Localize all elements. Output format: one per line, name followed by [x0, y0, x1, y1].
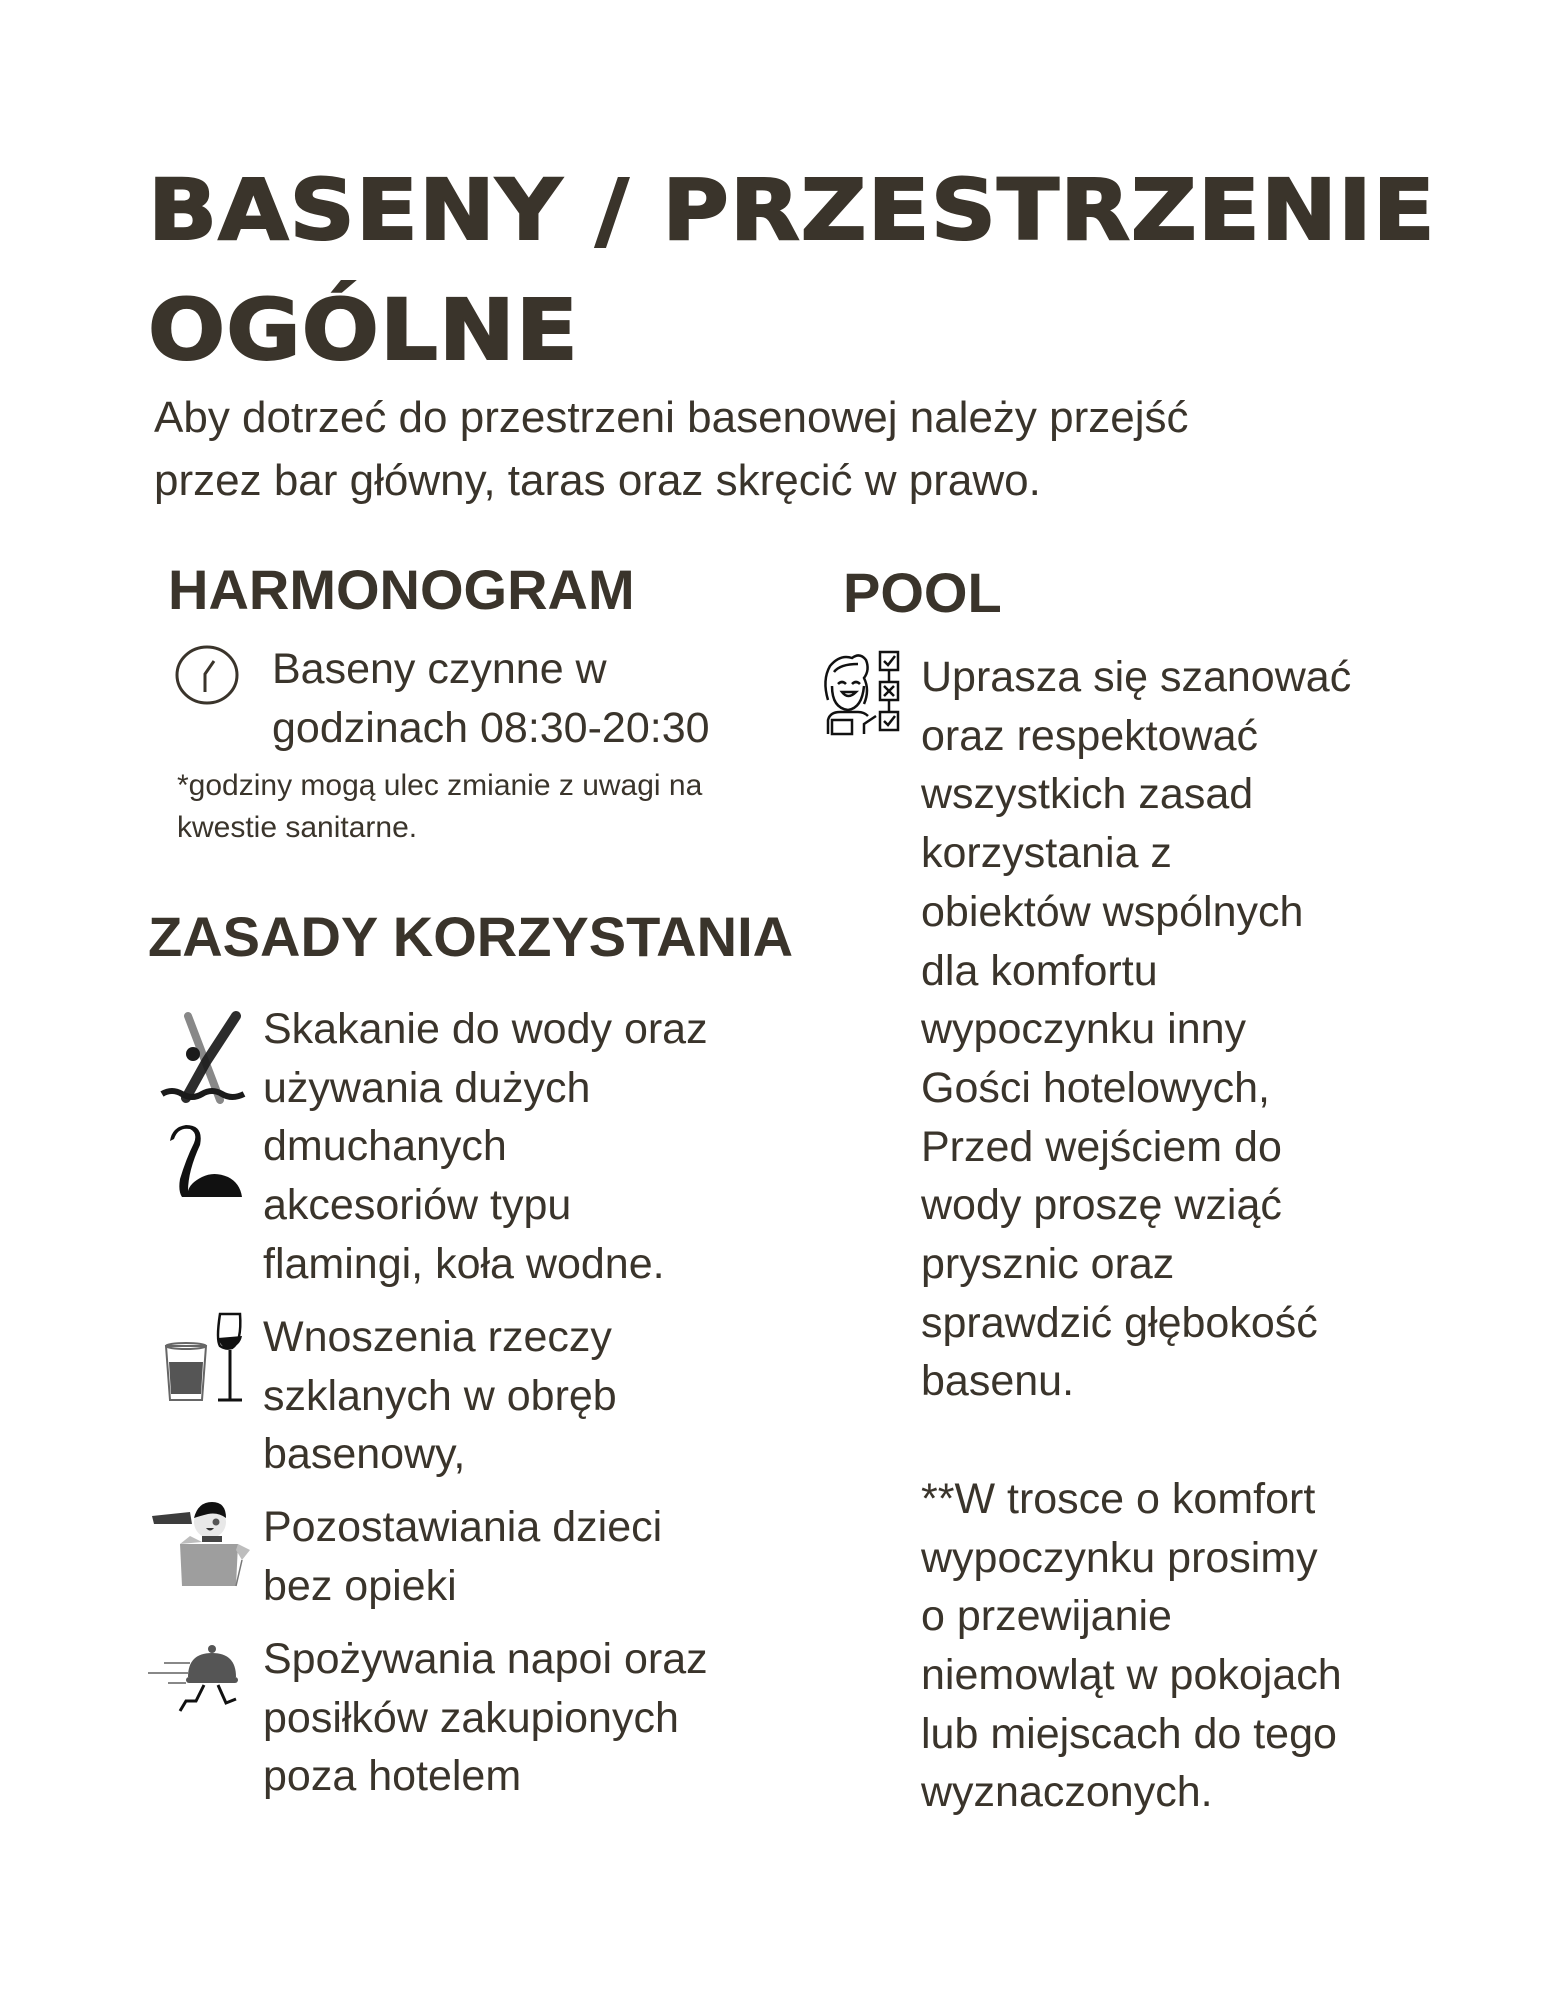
- rule-item: [263, 1630, 708, 1806]
- pool-text-line: lub miejscach do tego: [921, 1709, 1337, 1758]
- child-in-box-icon: [152, 1500, 252, 1588]
- rule-4-line-3: poza hotelem: [263, 1752, 522, 1801]
- pool-text-line: wypoczynku prosimy: [921, 1533, 1318, 1582]
- pool-text-line: **W trosce o komfort: [921, 1474, 1316, 1523]
- pool-text-line: oraz respektować: [921, 711, 1258, 760]
- pool-text-line: korzystania z: [921, 829, 1172, 878]
- rule-item: [263, 1000, 708, 1294]
- hours-footnote-line-1: *godziny mogą ulec zmianie z uwagi na: [177, 769, 703, 802]
- pool-text-line: niemowląt w pokojach: [921, 1650, 1342, 1699]
- rule-2-line-2: szklanych w obręb: [263, 1371, 617, 1420]
- checklist-person-icon: [818, 650, 904, 736]
- glassware-icon: [162, 1312, 244, 1404]
- pool-text-line: sprawdzić głębokość: [921, 1298, 1318, 1347]
- rule-item: [263, 1308, 617, 1484]
- pool-rules-paragraph: [921, 648, 1351, 1822]
- intro-line-2: przez bar główny, taras oraz skręcić w prawo.: [154, 456, 1041, 505]
- rule-4-line-2: posiłków zakupionych: [263, 1693, 679, 1742]
- rule-item: [263, 1498, 662, 1615]
- rule-1-line-4: akcesoriów typu: [263, 1181, 572, 1230]
- pool-text-line: o przewijanie: [921, 1592, 1172, 1641]
- rule-1-line-3: dmuchanych: [263, 1122, 507, 1171]
- flamingo-icon: [166, 1125, 246, 1205]
- pool-text-line: dla komfortu: [921, 946, 1158, 995]
- clock-icon: [174, 644, 240, 706]
- no-diving-icon: [160, 1010, 250, 1110]
- hours-footnote: [177, 765, 702, 849]
- harmonogram-heading: HARMONOGRAM: [168, 558, 635, 621]
- food-delivery-icon: [146, 1645, 246, 1723]
- rule-2-line-3: basenowy,: [263, 1430, 466, 1479]
- pool-text-line: prysznic oraz: [921, 1240, 1175, 1289]
- pool-text-line: basenu.: [921, 1357, 1075, 1406]
- paragraph-spacer: [921, 1411, 1351, 1470]
- rule-4-line-1: Spożywania napoi oraz: [263, 1635, 708, 1683]
- pool-text-line: wszystkich zasad: [921, 770, 1254, 819]
- intro-paragraph: [154, 386, 1454, 512]
- pool-text-line: Gości hotelowych,: [921, 1063, 1270, 1112]
- page-title: [148, 150, 1545, 390]
- pool-heading: POOL: [843, 561, 1002, 624]
- hours-footnote-line-2: kwestie sanitarne.: [177, 811, 418, 844]
- pool-text-line: wypoczynku inny: [921, 1005, 1247, 1054]
- pool-hours-line-2: godzinach 08:30-20:30: [272, 703, 710, 752]
- page-title-line-2: OGÓLNE: [148, 281, 579, 379]
- rule-3-line-2: bez opieki: [263, 1561, 457, 1610]
- pool-hours: [272, 640, 710, 757]
- rules-heading: ZASADY KORZYSTANIA: [148, 905, 794, 968]
- pool-text-line: obiektów wspólnych: [921, 887, 1304, 936]
- intro-line-1: Aby dotrzeć do przestrzeni basenowej należy przejść: [154, 393, 1189, 442]
- rule-1-line-2: używania dużych: [263, 1063, 591, 1112]
- rule-3-line-1: Pozostawiania dzieci: [263, 1503, 663, 1551]
- rule-1-line-1: Skakanie do wody oraz: [263, 1005, 708, 1053]
- pool-text-line: wyznaczonych.: [921, 1768, 1213, 1817]
- pool-text-line: Przed wejściem do: [921, 1122, 1282, 1171]
- pool-text-line: Uprasza się szanować: [921, 653, 1352, 701]
- rule-2-line-1: Wnoszenia rzeczy: [263, 1313, 612, 1361]
- rule-1-line-5: flamingi, koła wodne.: [263, 1239, 665, 1288]
- pool-text-line: wody proszę wziąć: [921, 1181, 1282, 1230]
- page-title-line-1: BASENY / PRZESTRZENIE: [148, 161, 1436, 259]
- pool-hours-line-1: Baseny czynne w: [272, 645, 607, 693]
